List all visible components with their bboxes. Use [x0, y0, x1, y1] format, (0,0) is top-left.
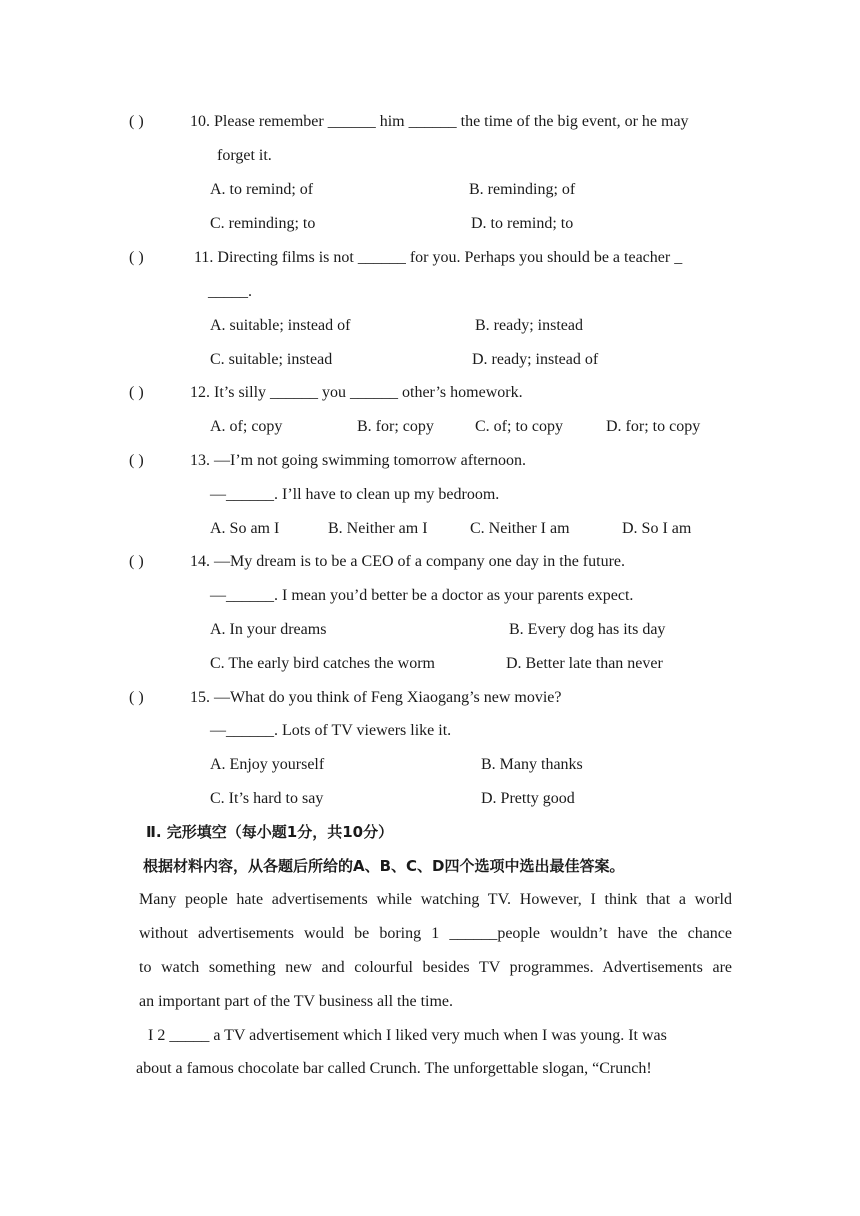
answer-blank[interactable]: ( ): [129, 452, 144, 469]
answer-blank[interactable]: ( ): [129, 384, 144, 401]
option-a[interactable]: A. In your dreams: [210, 621, 327, 638]
question-stem: 10. Please remember ______ him ______ the time of the big event, or he may: [190, 113, 689, 130]
option-c[interactable]: C. reminding; to: [210, 215, 316, 232]
option-c[interactable]: C. The early bird catches the worm: [210, 655, 435, 672]
question-stem: 14. —My dream is to be a CEO of a company one day in the future.: [190, 553, 625, 570]
option-b[interactable]: B. Neither am I: [328, 520, 428, 537]
option-d[interactable]: D. So I am: [622, 520, 692, 537]
question-stem-continued: _____.: [208, 283, 252, 300]
section-instruction: 根据材料内容，从各题后所给的A、B、C、D四个选项中选出最佳答案。: [143, 857, 625, 875]
question-stem: 13. —I’m not going swimming tomorrow afternoon.: [190, 452, 526, 469]
option-b[interactable]: B. ready; instead: [475, 317, 583, 334]
option-c[interactable]: C. of; to copy: [475, 418, 563, 435]
option-a[interactable]: A. suitable; instead of: [210, 317, 351, 334]
answer-blank[interactable]: ( ): [129, 113, 144, 130]
option-b[interactable]: B. for; copy: [357, 418, 434, 435]
passage-line: I 2 _____ a TV advertisement which I liked very much when I was young. It was: [148, 1027, 667, 1044]
answer-blank[interactable]: ( ): [129, 249, 144, 266]
question-stem: 11. Directing films is not ______ for you. Perhaps you should be a teacher _: [194, 249, 683, 266]
question-reply: —______. I’ll have to clean up my bedroom.: [210, 486, 500, 503]
option-d[interactable]: D. to remind; to: [471, 215, 574, 232]
answer-blank[interactable]: ( ): [129, 553, 144, 570]
option-a[interactable]: A. Enjoy yourself: [210, 756, 325, 773]
passage-line: Many people hate advertisements while watching TV. However, I think that a world: [139, 891, 732, 908]
passage-line: an important part of the TV business all the time.: [139, 993, 454, 1010]
option-a[interactable]: A. to remind; of: [210, 181, 314, 198]
option-d[interactable]: D. for; to copy: [606, 418, 701, 435]
section-title: Ⅱ. 完形填空（每小题1分，共10分）: [146, 823, 394, 841]
question-reply: —______. I mean you’d better be a doctor as your parents expect.: [210, 587, 634, 604]
option-a[interactable]: A. So am I: [210, 520, 280, 537]
passage-line: about a famous chocolate bar called Crunch. The unforgettable slogan, “Crunch!: [136, 1060, 652, 1077]
option-b[interactable]: B. Many thanks: [481, 756, 583, 773]
passage-line: to watch something new and colourful besides TV programmes. Advertisements are: [139, 959, 732, 976]
question-stem: 15. —What do you think of Feng Xiaogang’s new movie?: [190, 689, 562, 706]
option-d[interactable]: D. ready; instead of: [472, 351, 599, 368]
option-c[interactable]: C. Neither I am: [470, 520, 570, 537]
option-d[interactable]: D. Better late than never: [506, 655, 663, 672]
option-c[interactable]: C. It’s hard to say: [210, 790, 324, 807]
passage-line: without advertisements would be boring 1 ______people wouldn’t have the chance: [139, 925, 732, 942]
option-a[interactable]: A. of; copy: [210, 418, 283, 435]
question-reply: —______. Lots of TV viewers like it.: [210, 722, 452, 739]
option-d[interactable]: D. Pretty good: [481, 790, 575, 807]
answer-blank[interactable]: ( ): [129, 689, 144, 706]
option-b[interactable]: B. reminding; of: [469, 181, 576, 198]
option-c[interactable]: C. suitable; instead: [210, 351, 333, 368]
option-b[interactable]: B. Every dog has its day: [509, 621, 666, 638]
question-stem: 12. It’s silly ______ you ______ other’s homework.: [190, 384, 523, 401]
question-stem-continued: forget it.: [217, 147, 272, 164]
